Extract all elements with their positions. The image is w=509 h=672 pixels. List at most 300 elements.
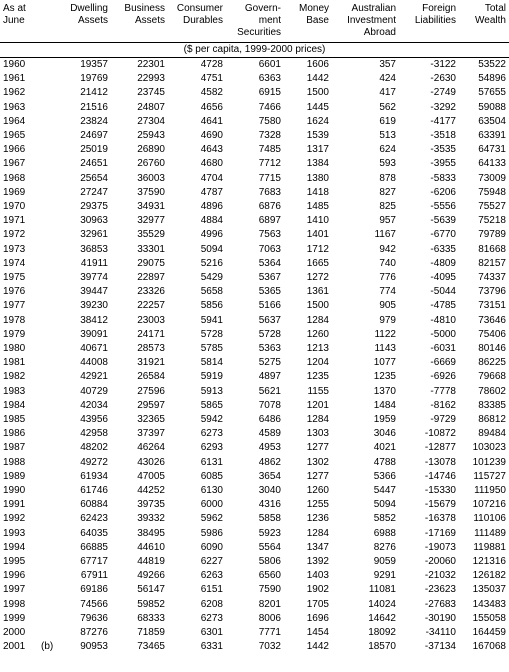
- consumer-durables-cell: 4751: [200, 73, 223, 85]
- dwelling-assets-cell: 21516: [80, 101, 108, 113]
- dwelling-assets-cell: 30963: [80, 215, 108, 227]
- government-securities-cell: 7485: [258, 144, 281, 156]
- dwelling-assets-cell: 62423: [80, 513, 108, 525]
- year-cell: 1978: [3, 314, 26, 326]
- government-securities-cell: 8201: [258, 598, 281, 610]
- year-cell: 1966: [3, 144, 26, 156]
- consumer-durables-cell: 5919: [200, 371, 223, 383]
- consumer-durables-cell: 5865: [200, 399, 223, 411]
- consumer-durables-cell: 5728: [200, 328, 223, 340]
- total-wealth-cell: 63391: [478, 130, 506, 141]
- total-wealth-cell: 89484: [478, 428, 506, 440]
- year-cell: 1970: [3, 201, 26, 212]
- dwelling-assets-cell: 42958: [80, 428, 108, 440]
- business-assets-cell: 32977: [137, 215, 165, 227]
- foreign-liabilities-cell: -5833: [430, 172, 456, 184]
- year-cell: 1984: [3, 399, 26, 411]
- year-cell: 1994: [3, 541, 26, 553]
- government-securities-cell: 5363: [258, 343, 281, 354]
- foreign-liabilities-cell: -15679: [424, 499, 456, 511]
- business-assets-cell: 44610: [137, 541, 165, 553]
- year-cell: 1976: [3, 286, 26, 298]
- table-row: [0, 612, 509, 626]
- money-base-cell: 1284: [306, 414, 329, 425]
- header-money-base: Money Base: [298, 3, 329, 26]
- year-cell: 1988: [3, 456, 26, 468]
- total-wealth-cell: 75527: [478, 201, 506, 212]
- money-base-cell: 1317: [306, 144, 329, 156]
- total-wealth-cell: 115727: [473, 470, 506, 482]
- business-assets-cell: 44252: [137, 485, 165, 496]
- government-securities-cell: 5275: [258, 357, 281, 369]
- australian-investment-cell: 1484: [373, 399, 396, 411]
- table-row: [0, 413, 509, 427]
- business-assets-cell: 22993: [137, 73, 165, 85]
- consumer-durables-cell: 6273: [200, 612, 223, 624]
- dwelling-assets-cell: 39774: [80, 272, 108, 283]
- money-base-cell: 1277: [306, 470, 329, 482]
- total-wealth-cell: 111489: [474, 527, 506, 539]
- business-assets-cell: 37397: [137, 428, 165, 440]
- year-cell: 1960: [3, 59, 26, 70]
- table-row: [0, 555, 509, 569]
- money-base-cell: 1272: [306, 272, 329, 283]
- table-row: [0, 257, 509, 271]
- government-securities-cell: 5637: [258, 314, 281, 326]
- australian-investment-cell: 513: [379, 130, 396, 141]
- consumer-durables-cell: 6130: [200, 485, 223, 496]
- australian-investment-cell: 4788: [373, 456, 396, 468]
- business-assets-cell: 28573: [137, 343, 165, 354]
- total-wealth-cell: 103023: [472, 442, 506, 454]
- consumer-durables-cell: 4896: [200, 201, 223, 212]
- table-row: [0, 541, 509, 555]
- business-assets-cell: 23326: [137, 286, 165, 298]
- total-wealth-cell: 111950: [474, 485, 506, 496]
- foreign-liabilities-cell: -7778: [430, 385, 456, 397]
- money-base-cell: 1712: [306, 243, 329, 255]
- header-australian-investment: Australian Investment Abroad: [347, 3, 396, 38]
- government-securities-cell: 5923: [258, 527, 281, 539]
- government-securities-cell: 7078: [258, 399, 281, 411]
- business-assets-cell: 46264: [137, 442, 165, 454]
- australian-investment-cell: 1122: [374, 328, 396, 340]
- australian-investment-cell: 3046: [373, 428, 396, 440]
- table-row: [0, 441, 509, 455]
- dwelling-assets-cell: 41911: [80, 257, 108, 269]
- foreign-liabilities-cell: -20060: [424, 556, 456, 567]
- foreign-liabilities-cell: -3955: [430, 158, 456, 170]
- year-cell: 1965: [3, 130, 26, 141]
- table-row: [0, 143, 509, 157]
- business-assets-cell: 56147: [137, 584, 165, 596]
- consumer-durables-cell: 5986: [200, 527, 223, 539]
- table-row: [0, 200, 509, 214]
- table-row: [0, 271, 509, 285]
- government-securities-cell: 8006: [258, 612, 281, 624]
- table-row: [0, 172, 509, 186]
- australian-investment-cell: 417: [379, 87, 396, 99]
- business-assets-cell: 32365: [137, 414, 165, 425]
- consumer-durables-cell: 4728: [200, 59, 223, 70]
- table-row: [0, 527, 509, 541]
- dwelling-assets-cell: 64035: [80, 527, 108, 539]
- money-base-cell: 1392: [306, 556, 329, 567]
- government-securities-cell: 3654: [258, 470, 281, 482]
- business-assets-cell: 44819: [137, 556, 165, 567]
- foreign-liabilities-cell: -6031: [430, 343, 456, 354]
- business-assets-cell: 34931: [137, 201, 165, 212]
- money-base-cell: 1213: [306, 343, 329, 354]
- total-wealth-cell: 64133: [478, 158, 506, 170]
- money-base-cell: 1384: [306, 158, 329, 170]
- australian-investment-cell: 4021: [373, 442, 396, 454]
- business-assets-cell: 26890: [137, 144, 165, 156]
- business-assets-cell: 24807: [137, 101, 165, 113]
- year-cell: 2000: [3, 627, 26, 638]
- government-securities-cell: 4316: [258, 499, 281, 511]
- total-wealth-cell: 63504: [478, 115, 506, 127]
- foreign-liabilities-cell: -17169: [424, 527, 456, 539]
- government-securities-cell: 6601: [258, 59, 281, 70]
- money-base-cell: 1284: [306, 314, 329, 326]
- year-cell: 1991: [3, 499, 26, 511]
- total-wealth-cell: 78602: [478, 385, 506, 397]
- year-cell: 1975: [3, 272, 26, 283]
- total-wealth-cell: 73646: [478, 314, 506, 326]
- foreign-liabilities-cell: -3292: [430, 101, 456, 113]
- money-base-cell: 1201: [306, 399, 329, 411]
- business-assets-cell: 22301: [137, 59, 165, 70]
- business-assets-cell: 22897: [137, 272, 165, 283]
- foreign-liabilities-cell: -6926: [430, 371, 456, 383]
- government-securities-cell: 6486: [258, 414, 281, 425]
- business-assets-cell: 31921: [137, 357, 165, 369]
- government-securities-cell: 5365: [258, 286, 281, 298]
- money-base-cell: 1705: [306, 598, 329, 610]
- consumer-durables-cell: 4704: [200, 172, 223, 184]
- money-base-cell: 1410: [306, 215, 329, 227]
- consumer-durables-cell: 6273: [200, 428, 223, 440]
- government-securities-cell: 5166: [258, 300, 281, 312]
- australian-investment-cell: 1143: [374, 343, 396, 354]
- foreign-liabilities-cell: -12877: [424, 442, 456, 454]
- government-securities-cell: 5367: [258, 272, 281, 283]
- government-securities-cell: 6363: [258, 73, 281, 85]
- government-securities-cell: 5728: [258, 328, 281, 340]
- foreign-liabilities-cell: -19073: [424, 541, 456, 553]
- money-base-cell: 1236: [306, 513, 329, 525]
- consumer-durables-cell: 6090: [200, 541, 223, 553]
- australian-investment-cell: 905: [379, 300, 396, 312]
- australian-investment-cell: 8276: [373, 541, 396, 553]
- government-securities-cell: 4589: [258, 428, 281, 440]
- australian-investment-cell: 624: [379, 144, 396, 156]
- australian-investment-cell: 1235: [373, 371, 396, 383]
- australian-investment-cell: 957: [379, 215, 396, 227]
- year-cell: 1972: [3, 229, 26, 241]
- money-base-cell: 1403: [306, 570, 329, 582]
- table-row: [0, 101, 509, 115]
- australian-investment-cell: 424: [379, 73, 396, 85]
- header-total-wealth: Total Wealth: [475, 3, 506, 26]
- consumer-durables-cell: 6331: [200, 641, 223, 653]
- australian-investment-cell: 619: [379, 115, 396, 127]
- foreign-liabilities-cell: -14746: [424, 470, 456, 482]
- year-cell: 1964: [3, 115, 26, 127]
- table-row: [0, 470, 509, 484]
- consumer-durables-cell: 6227: [200, 556, 223, 567]
- total-wealth-cell: 86225: [478, 357, 506, 369]
- table-row: [0, 157, 509, 171]
- consumer-durables-cell: 5429: [200, 272, 223, 283]
- foreign-liabilities-cell: -3122: [430, 59, 456, 70]
- money-base-cell: 1454: [306, 627, 329, 638]
- table-row: [0, 129, 509, 143]
- money-base-cell: 1665: [306, 257, 329, 269]
- dwelling-assets-cell: 24651: [80, 158, 108, 170]
- money-base-cell: 1277: [306, 442, 329, 454]
- consumer-durables-cell: 6301: [200, 627, 223, 638]
- year-cell: 1977: [3, 300, 26, 312]
- year-cell: 1993: [3, 527, 26, 539]
- consumer-durables-cell: 5785: [200, 343, 223, 354]
- business-assets-cell: 36003: [137, 172, 165, 184]
- dwelling-assets-cell: 39230: [80, 300, 108, 312]
- australian-investment-cell: 14024: [368, 598, 396, 610]
- dwelling-assets-cell: 29375: [80, 201, 108, 212]
- business-assets-cell: 27304: [137, 115, 165, 127]
- money-base-cell: 1303: [306, 428, 329, 440]
- dwelling-assets-cell: 40729: [80, 385, 108, 397]
- money-base-cell: 1260: [306, 328, 329, 340]
- dwelling-assets-cell: 43956: [80, 414, 108, 425]
- consumer-durables-cell: 6000: [200, 499, 223, 511]
- note-cell: (b): [41, 641, 54, 653]
- foreign-liabilities-cell: -8162: [430, 399, 456, 411]
- consumer-durables-cell: 4884: [200, 215, 223, 227]
- table-row: [0, 640, 509, 654]
- dwelling-assets-cell: 25654: [80, 172, 108, 184]
- foreign-liabilities-cell: -5639: [430, 215, 456, 227]
- total-wealth-cell: 57655: [478, 87, 506, 99]
- dwelling-assets-cell: 60884: [80, 499, 108, 511]
- money-base-cell: 1418: [306, 186, 329, 198]
- header-consumer-durables: Consumer Durables: [176, 3, 223, 26]
- total-wealth-cell: 164459: [472, 627, 506, 638]
- money-base-cell: 1284: [306, 527, 329, 539]
- business-assets-cell: 68333: [137, 612, 165, 624]
- dwelling-assets-cell: 38412: [80, 314, 108, 326]
- total-wealth-cell: 81668: [478, 243, 506, 255]
- table-row: [0, 569, 509, 583]
- table-row: [0, 342, 509, 356]
- total-wealth-cell: 59088: [478, 101, 506, 113]
- business-assets-cell: 22257: [137, 300, 165, 312]
- business-assets-cell: 26760: [137, 158, 165, 170]
- government-securities-cell: 7712: [258, 158, 281, 170]
- money-base-cell: 1696: [306, 612, 329, 624]
- government-securities-cell: 4897: [258, 371, 281, 383]
- table-row: [0, 399, 509, 413]
- australian-investment-cell: 357: [379, 59, 396, 70]
- table-row: [0, 243, 509, 257]
- government-securities-cell: 7032: [258, 641, 281, 653]
- foreign-liabilities-cell: -10872: [424, 428, 456, 440]
- australian-investment-cell: 774: [379, 286, 396, 298]
- australian-investment-cell: 5366: [373, 470, 396, 482]
- dwelling-assets-cell: 90953: [80, 641, 108, 653]
- australian-investment-cell: 942: [379, 243, 396, 255]
- business-assets-cell: 47005: [137, 470, 165, 482]
- year-cell: 1962: [3, 87, 26, 99]
- foreign-liabilities-cell: -3518: [430, 130, 456, 141]
- money-base-cell: 1235: [306, 371, 329, 383]
- consumer-durables-cell: 4656: [200, 101, 223, 113]
- australian-investment-cell: 5447: [373, 485, 396, 496]
- australian-investment-cell: 979: [379, 314, 396, 326]
- year-cell: 1990: [3, 485, 26, 496]
- money-base-cell: 1260: [306, 485, 329, 496]
- business-assets-cell: 29075: [137, 257, 165, 269]
- dwelling-assets-cell: 42034: [80, 399, 108, 411]
- consumer-durables-cell: 4641: [200, 115, 223, 127]
- foreign-liabilities-cell: -23623: [424, 584, 456, 596]
- government-securities-cell: 6915: [258, 87, 281, 99]
- money-base-cell: 1624: [306, 115, 329, 127]
- foreign-liabilities-cell: -15330: [424, 485, 456, 496]
- table-row: [0, 385, 509, 399]
- consumer-durables-cell: 6085: [200, 470, 223, 482]
- table-row: [0, 58, 509, 72]
- money-base-cell: 1500: [306, 87, 329, 99]
- year-cell: 1999: [3, 612, 26, 624]
- year-cell: 1979: [3, 328, 26, 340]
- australian-investment-cell: 9059: [373, 556, 396, 567]
- government-securities-cell: 7063: [258, 243, 281, 255]
- year-cell: 1971: [3, 215, 26, 227]
- government-securities-cell: 7590: [258, 584, 281, 596]
- australian-investment-cell: 740: [379, 257, 396, 269]
- table-row: [0, 512, 509, 526]
- government-securities-cell: 7466: [258, 101, 281, 113]
- foreign-liabilities-cell: -21032: [424, 570, 456, 582]
- dwelling-assets-cell: 23824: [80, 115, 108, 127]
- units-caption: ($ per capita, 1999-2000 prices): [183, 44, 326, 55]
- business-assets-cell: 49266: [137, 570, 165, 582]
- table-row: [0, 285, 509, 299]
- australian-investment-cell: 11081: [368, 584, 396, 596]
- foreign-liabilities-cell: -4177: [430, 115, 456, 127]
- header-as-at-june: As at June: [3, 3, 26, 26]
- consumer-durables-cell: 6263: [200, 570, 223, 582]
- foreign-liabilities-cell: -4810: [430, 314, 456, 326]
- foreign-liabilities-cell: -2630: [430, 73, 456, 85]
- dwelling-assets-cell: 19357: [80, 59, 108, 70]
- consumer-durables-cell: 4582: [200, 87, 223, 99]
- dwelling-assets-cell: 40671: [80, 343, 108, 354]
- business-assets-cell: 38495: [137, 527, 165, 539]
- table-row: [0, 228, 509, 242]
- table-row: [0, 456, 509, 470]
- foreign-liabilities-cell: -6206: [430, 186, 456, 198]
- government-securities-cell: 5564: [258, 541, 281, 553]
- table-row: [0, 498, 509, 512]
- consumer-durables-cell: 5942: [200, 414, 223, 425]
- foreign-liabilities-cell: -6770: [430, 229, 456, 241]
- money-base-cell: 1401: [306, 229, 329, 241]
- year-cell: 1985: [3, 414, 26, 425]
- australian-investment-cell: 1167: [374, 229, 396, 241]
- dwelling-assets-cell: 67911: [80, 570, 108, 582]
- year-cell: 1986: [3, 428, 26, 440]
- business-assets-cell: 39332: [137, 513, 165, 525]
- total-wealth-cell: 135037: [472, 584, 506, 596]
- dwelling-assets-cell: 27247: [80, 186, 108, 198]
- government-securities-cell: 6876: [258, 201, 281, 212]
- dwelling-assets-cell: 66885: [80, 541, 108, 553]
- total-wealth-cell: 126182: [472, 570, 506, 582]
- table-row: [0, 72, 509, 86]
- total-wealth-cell: 79668: [478, 371, 506, 383]
- table-row: [0, 328, 509, 342]
- dwelling-assets-cell: 61934: [80, 470, 108, 482]
- total-wealth-cell: 79789: [478, 229, 506, 241]
- table-row: [0, 598, 509, 612]
- money-base-cell: 1204: [306, 357, 329, 369]
- money-base-cell: 1485: [306, 201, 329, 212]
- table-row: [0, 626, 509, 640]
- dwelling-assets-cell: 87276: [80, 627, 108, 638]
- foreign-liabilities-cell: -34110: [425, 627, 456, 638]
- foreign-liabilities-cell: -30190: [424, 612, 456, 624]
- money-base-cell: 1302: [306, 456, 329, 468]
- consumer-durables-cell: 5941: [200, 314, 223, 326]
- dwelling-assets-cell: 24697: [80, 130, 108, 141]
- government-securities-cell: 7580: [258, 115, 281, 127]
- australian-investment-cell: 9291: [373, 570, 396, 582]
- header-business-assets: Business Assets: [124, 3, 165, 26]
- money-base-cell: 1442: [306, 73, 329, 85]
- year-cell: 1980: [3, 343, 26, 354]
- government-securities-cell: 5858: [258, 513, 281, 525]
- business-assets-cell: 26584: [137, 371, 165, 383]
- total-wealth-cell: 73009: [478, 172, 506, 184]
- business-assets-cell: 73465: [137, 641, 165, 653]
- consumer-durables-cell: 4643: [200, 144, 223, 156]
- business-assets-cell: 43026: [137, 456, 165, 468]
- year-cell: 1998: [3, 598, 26, 610]
- money-base-cell: 1255: [306, 499, 329, 511]
- dwelling-assets-cell: 49272: [80, 456, 108, 468]
- foreign-liabilities-cell: -4785: [430, 300, 456, 312]
- year-cell: 1969: [3, 186, 26, 198]
- dwelling-assets-cell: 42921: [80, 371, 108, 383]
- year-cell: 1973: [3, 243, 26, 255]
- table-row: [0, 186, 509, 200]
- consumer-durables-cell: 5856: [200, 300, 223, 312]
- australian-investment-cell: 5094: [373, 499, 396, 511]
- government-securities-cell: 5621: [258, 385, 281, 397]
- year-cell: 1997: [3, 584, 26, 596]
- total-wealth-cell: 155058: [472, 612, 506, 624]
- header-government-securities: Govern- ment Securities: [237, 3, 281, 38]
- total-wealth-cell: 54896: [478, 73, 506, 85]
- government-securities-cell: 7683: [258, 186, 281, 198]
- year-cell: 1967: [3, 158, 26, 170]
- dwelling-assets-cell: 39091: [80, 328, 108, 340]
- total-wealth-cell: 86812: [478, 414, 506, 425]
